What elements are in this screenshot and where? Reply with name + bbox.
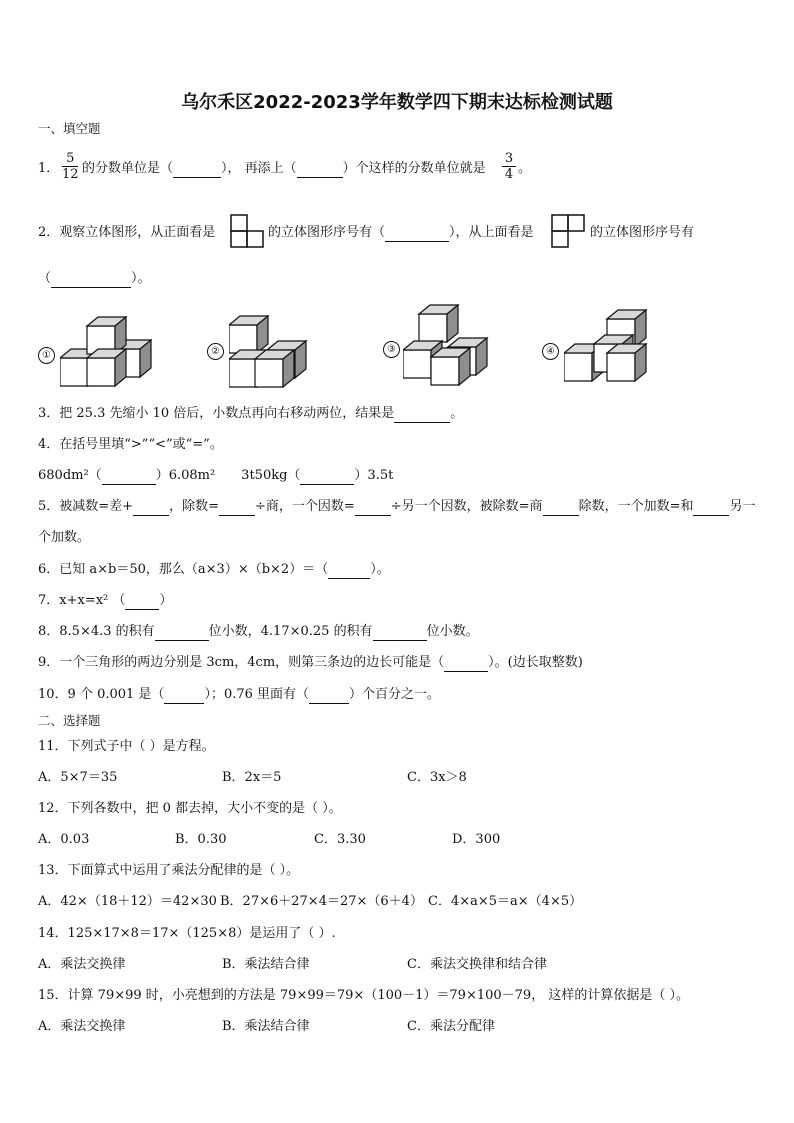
q13-stem: 13．下面算式中运用了乘法分配律的是（ ）。: [38, 863, 300, 878]
q12-stem: 12．下列各数中，把 0 都去掉，大小不变的是（ ）。: [38, 801, 342, 816]
figure-label-2: ②: [207, 343, 224, 360]
q4-line: [38, 467, 393, 485]
cube-figure-3: [403, 304, 495, 386]
q5-text-b: ，除数=: [169, 499, 219, 514]
q10-text-a: 10．9 个 0.001 是（: [38, 687, 165, 702]
q3-end: 。: [450, 406, 464, 421]
q5-text-c: ÷商，一个因数=: [254, 499, 355, 514]
q6-end: ）。: [370, 562, 390, 577]
q7-end: ）: [159, 593, 173, 608]
q2-text-a: 2．观察立体图形，从正面看是: [38, 225, 216, 240]
q11-option-a[interactable]: A．5×7＝35: [38, 770, 118, 785]
answer-blank[interactable]: [297, 163, 343, 178]
figure-label-3: ③: [383, 341, 400, 358]
answer-blank[interactable]: [355, 501, 391, 516]
q15-option-c[interactable]: C．乘法分配律: [407, 1019, 495, 1034]
answer-blank[interactable]: [300, 470, 354, 485]
q9-end: ）。(边长取整数): [488, 655, 583, 670]
q5-line1: [38, 498, 755, 516]
q12-option-c[interactable]: C．3.30: [314, 832, 366, 847]
answer-blank[interactable]: [693, 501, 729, 516]
fraction-denominator: 12: [62, 167, 79, 182]
figure-label-1: ①: [38, 347, 55, 364]
q12-option-b[interactable]: B．0.30: [175, 832, 227, 847]
q1-text-c: ）个这样的分数单位就是: [342, 161, 486, 176]
q4-part-4: ）3.5t: [354, 468, 394, 483]
q4-part-1: 680dm²（: [38, 468, 102, 483]
q2-text-d: 的立体图形序号有: [590, 225, 695, 240]
q15-stem: 15．计算 79×99 时，小亮想到的方法是 79×99＝79×（100－1）＝79×100－79， 这样的计算依据是（ ）。: [38, 988, 689, 1003]
q10-text-b: ）；0.76 里面有（: [204, 687, 310, 702]
q4-part-2: ）6.08m²: [155, 468, 216, 483]
q5-text-e: 除数，一个加数=和: [578, 499, 694, 514]
q8-text-a: 8．8.5×4.3 的积有: [38, 624, 155, 639]
q14-stem: 14．125×17×8＝17×（125×8）是运用了（ ）.: [38, 926, 336, 941]
fraction-numerator: 3: [504, 151, 514, 166]
q12-option-a[interactable]: A．0.03: [38, 832, 90, 847]
q10-line: [38, 686, 440, 704]
section-heading-fill: 一、填空题: [38, 121, 101, 136]
answer-blank[interactable]: [164, 689, 204, 704]
answer-blank[interactable]: [373, 626, 427, 641]
q2-text-b: 的立体图形序号有（: [268, 225, 386, 240]
q13-option-b[interactable]: B．27×6＋27×4＝27×（6＋4）: [220, 894, 423, 909]
q8-line: [38, 623, 479, 641]
q6-text: 6．已知 a×b＝50，那么（a×3）×（b×2）＝（: [38, 562, 329, 577]
answer-blank[interactable]: [173, 163, 221, 178]
q11-option-c[interactable]: C．3x＞8: [407, 770, 467, 785]
fraction-5-12: [62, 151, 79, 182]
answer-blank[interactable]: [155, 626, 209, 641]
q4-part-3: 3t50kg（: [241, 468, 301, 483]
page-title: 乌尔禾区2022-2023学年数学四下期末达标检测试题: [181, 92, 613, 113]
answer-blank[interactable]: [328, 564, 370, 579]
answer-blank[interactable]: [125, 595, 159, 610]
q1-end: 。: [518, 161, 532, 176]
answer-blank[interactable]: [543, 501, 579, 516]
q14-option-a[interactable]: A．乘法交换律: [38, 957, 126, 972]
q2-paren-close: ）。: [131, 271, 151, 286]
answer-blank[interactable]: [444, 657, 488, 672]
section-heading-choice: 二、选择题: [38, 713, 101, 728]
answer-blank[interactable]: [394, 408, 450, 423]
answer-blank[interactable]: [51, 273, 131, 288]
q1-text-a: 的分数单位是（: [82, 161, 174, 176]
q11-stem: 11．下列式子中（ ）是方程。: [38, 739, 215, 754]
q1-number: 1．: [38, 161, 60, 176]
q7-text: 7．x+x=x² （: [38, 593, 126, 608]
front-view-icon: [230, 214, 266, 248]
cube-figure-1: [60, 316, 152, 388]
q8-text-c: 位小数。: [426, 624, 479, 639]
q2-line2: [38, 270, 151, 288]
q13-option-a[interactable]: A．42×（18＋12）＝42×30: [38, 894, 217, 909]
q14-option-b[interactable]: B．乘法结合律: [222, 957, 310, 972]
answer-blank[interactable]: [385, 227, 449, 242]
q5-line2: 个加数。: [38, 530, 91, 545]
q14-option-c[interactable]: C．乘法交换律和结合律: [407, 957, 547, 972]
q7-line: [38, 592, 172, 610]
cube-figure-4: [564, 308, 656, 386]
q5-text-f: 另一: [729, 499, 756, 514]
q2-text-c: ），从上面看是: [449, 225, 534, 240]
fraction-numerator: 5: [66, 151, 75, 166]
top-view-icon: [551, 214, 587, 248]
answer-blank[interactable]: [309, 689, 349, 704]
q4-text: 4．在括号里填“>”“<”或“=”。: [38, 437, 223, 452]
q8-text-b: 位小数，4.17×0.25 的积有: [208, 624, 373, 639]
cube-figure-2: [229, 315, 321, 397]
q15-option-a[interactable]: A．乘法交换律: [38, 1019, 126, 1034]
q10-text-c: ）个百分之一。: [349, 687, 441, 702]
q2-line1: [268, 224, 534, 242]
q3-line: [38, 405, 463, 423]
answer-blank[interactable]: [219, 501, 255, 516]
fraction-3-4: [502, 151, 516, 182]
q3-text: 3．把 25.3 先缩小 10 倍后，小数点再向右移动两位，结果是: [38, 406, 395, 421]
q5-text-a: 5．被减数=差+: [38, 499, 134, 514]
answer-blank[interactable]: [102, 470, 156, 485]
q1-text-b: ）， 再添上（: [221, 161, 297, 176]
figure-label-4: ④: [542, 343, 559, 360]
q12-option-d[interactable]: D．300: [452, 832, 501, 847]
answer-blank[interactable]: [133, 501, 169, 516]
q9-line: [38, 654, 583, 672]
q6-line: [38, 561, 390, 579]
q13-option-c[interactable]: C．4×a×5＝a×（4×5）: [428, 894, 583, 909]
q9-text: 9．一个三角形的两边分别是 3cm，4cm，则第三条边的边长可能是（: [38, 655, 445, 670]
q15-option-b[interactable]: B．乘法结合律: [222, 1019, 310, 1034]
q1-line: [82, 160, 486, 178]
q2-paren-open: （: [38, 271, 52, 286]
fraction-denominator: 4: [504, 167, 514, 182]
q5-text-d: ÷另一个因数，被除数=商: [390, 499, 543, 514]
q11-option-b[interactable]: B．2x＝5: [222, 770, 282, 785]
